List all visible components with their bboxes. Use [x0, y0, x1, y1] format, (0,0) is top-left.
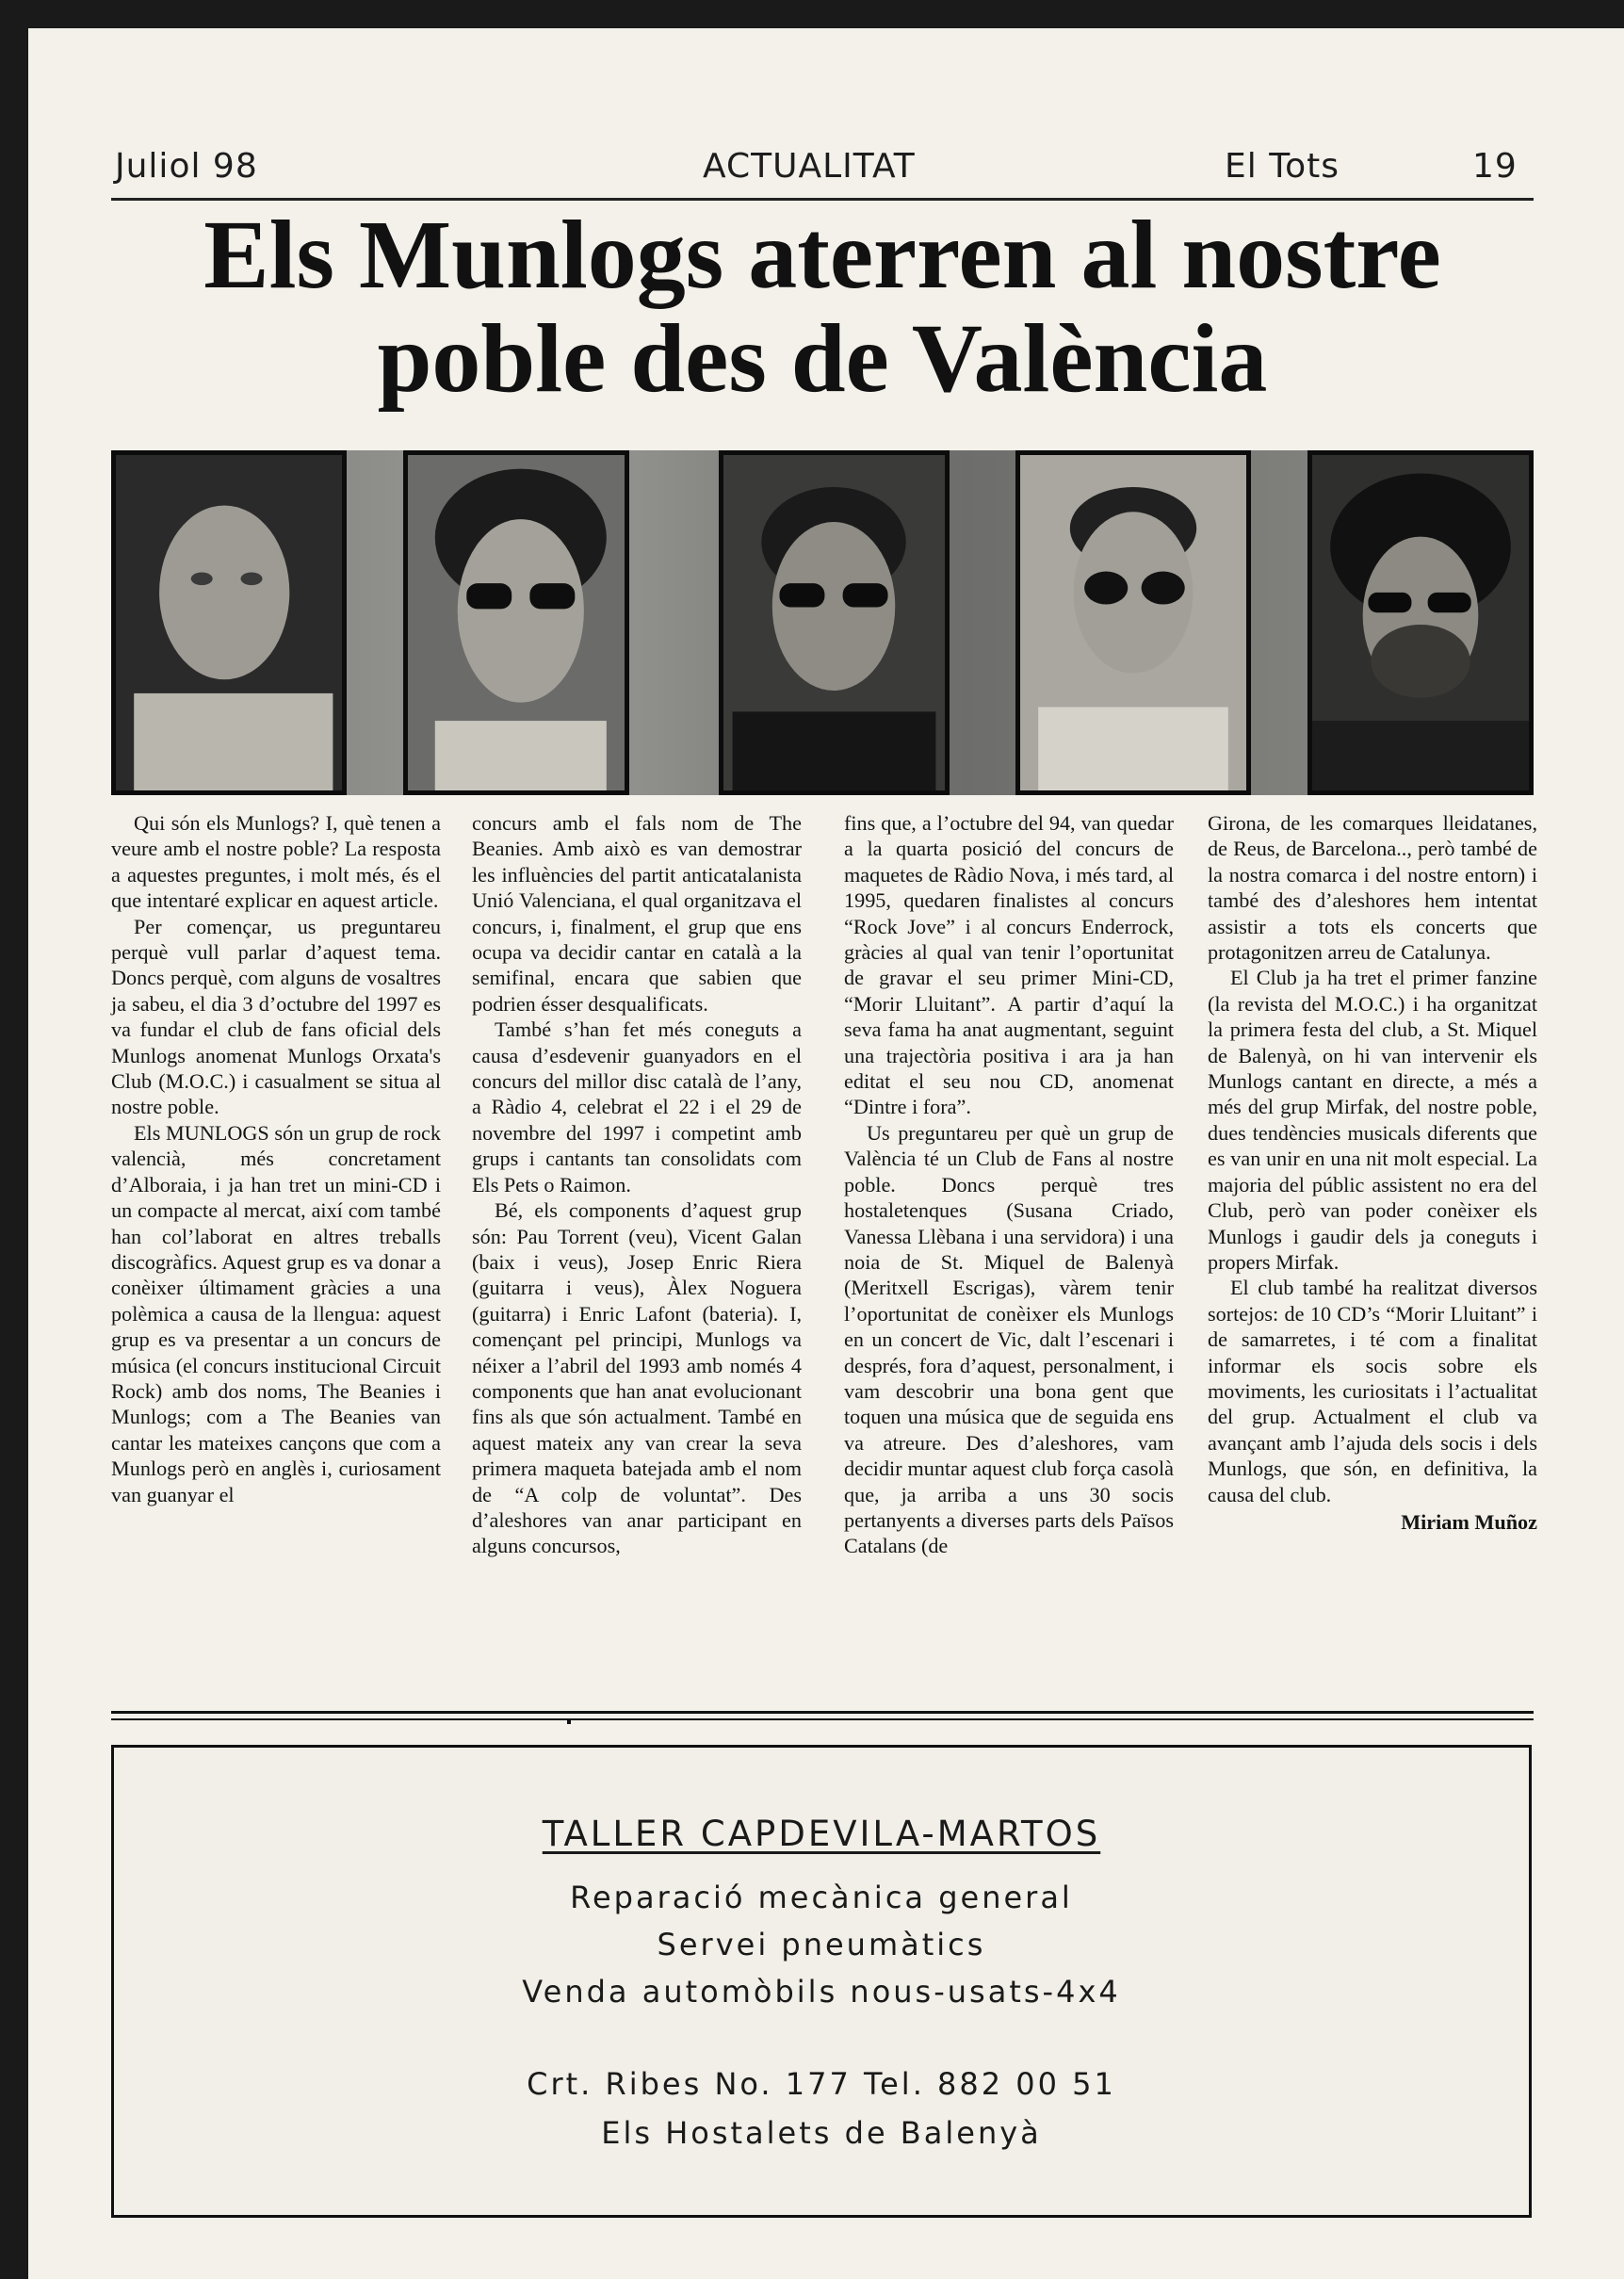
paragraph: concurs amb el fals nom de The Beanies. Amb això es van demostrar les influències del partit anticatalanista Unió Valenciana, el qual organitzava el concurs, i, finalment, el grup que ens ocupa va decidir cantar en català a la semifinal, encara que sabien que podrien ésser desqualificats. [472, 811, 802, 1016]
ad-service-line: Reparació mecànica general [570, 1880, 1073, 1915]
paragraph: Us preguntareu per què un grup de València té un Club de Fans al nostre poble. Doncs perquè tres hostaletenques (Susana Criado, Vanessa Llèbana i una servidora) i una noia de St. Miquel de Balenyà (Meritxell Escrigas), vàrem tenir l’oportunitat de conèixer els Munlogs en un concert de Vic, dalt l’escenari i després, fora d’aquest, personalment, i vam descobrir una bona gent que toquen una música que de seguida ens va atreure. Des d’aleshores, vam decidir muntar aquest club força casolà que, ja arriba a uns 30 socis pertanyents a diverses parts dels Països Catalans (de [844, 1120, 1174, 1558]
band-member-photo [403, 450, 629, 795]
band-member-photo [1307, 450, 1534, 795]
portrait-image [1312, 455, 1529, 790]
article-column-2 [472, 810, 802, 1559]
ad-service-line: Venda automòbils nous-usats-4x4 [522, 1974, 1121, 2010]
article-column-3 [844, 810, 1174, 1559]
advertisement-box [111, 1745, 1532, 2218]
paragraph: Bé, els components d’aquest grup són: Pau Torrent (veu), Vicent Galan (baix i veus), Josep Enric Riera (guitarra i veus), Àlex Noguera (guitarra) i Enric Lafont (bateria). I, començant pel principi, Munlogs va néixer a l’abril del 1993 amb només 4 components que han anat evolucionant fins als que són actualment. També en aquest mateix any van crear la seva primera maqueta batejada amb el nom de “A colp de voluntat”. Des d’aleshores van anar participant en alguns concursos, [472, 1198, 802, 1558]
divider-mark [567, 1720, 571, 1724]
page-number: 19 [1472, 147, 1518, 186]
section-name: ACTUALITAT [703, 147, 916, 186]
headline-line-2: poble des de València [377, 304, 1268, 413]
band-member-photo [111, 450, 347, 795]
paragraph: Girona, de les comarques lleidatanes, de Reus, de Barcelona.., però també de la nostra comarca i del nostre entorn) i també des d’aleshores hem intentat assistir a tots els concerts que protagonitzen arreu de Catalunya. [1208, 811, 1537, 965]
paragraph: El Club ja ha tret el primer fanzine (la revista del M.O.C.) i ha organitzat la primera festa del club, a St. Miquel de Balenyà, on hi van intervenir els Munlogs cantant en directe, a més a més del grup Mirfak, del nostre poble, dues tendències musicals diferents que es van unir en una nit molt especial. La majoria del públic assistent no era del Club, però van poder conèixer els Munlogs i gaudir dels ja coneguts i propers Mirfak. [1208, 966, 1537, 1274]
author-byline: Miriam Muñoz [1401, 1509, 1537, 1534]
running-header [28, 121, 1624, 196]
paragraph: El club també ha realitzat diversos sortejos: de 10 CD’s “Morir Lluitant” i de samarretes, i té com a finalitat informar els socis sobre els moviments, les curiositats i l’actualitat del grup. Actualment el club va avançant amb l’ajuda dels socis i dels Munlogs, que són, en definitiva, la causa del club. [1208, 1276, 1537, 1506]
portrait-image [408, 455, 625, 790]
publication-name: El Tots [1225, 147, 1340, 186]
ad-address-line: Crt. Ribes No. 177 Tel. 882 00 51 [527, 2066, 1116, 2102]
band-member-photo [1015, 450, 1251, 795]
article-column-4 [1208, 810, 1537, 1535]
band-member-photo [719, 450, 950, 795]
portrait-image [723, 455, 945, 790]
paragraph: Per començar, us preguntareu perquè vull parlar d’aquest tema. Doncs perquè, com alguns de vosaltres ja sabeu, el dia 3 d’octubre del 1997 es va fundar el club de fans oficial dels Munlogs anomenat Munlogs Orxata's Club (M.O.C.) i casualment se situa al nostre poble. [111, 914, 441, 1119]
section-divider [111, 1711, 1534, 1714]
article-headline [111, 203, 1534, 411]
band-photo-strip [111, 450, 1534, 795]
portrait-image [116, 455, 342, 790]
ad-town-line: Els Hostalets de Balenyà [601, 2115, 1042, 2151]
headline-line-1: Els Munlogs aterren al nostre [203, 201, 1441, 309]
section-divider [111, 1718, 1534, 1720]
issue-date: Juliol 98 [115, 147, 258, 186]
ad-title: TALLER CAPDEVILA-MARTOS [542, 1814, 1101, 1854]
paragraph: Qui són els Munlogs? I, què tenen a veure amb el nostre poble? La resposta a aquestes preguntes, i molt més, és el que intentaré explicar en aquest article. [111, 811, 441, 913]
paragraph: fins que, a l’octubre del 94, van quedar a la quarta posició del concurs de maquetes de Ràdio Nova, i més tard, al 1995, quedaren finalistes al concurs “Rock Jove” i al concurs Enderrock, gràcies al qual van tenir l’oportunitat de gravar el seu primer Mini-CD, “Morir Lluitant”. A partir d’aquí la seva fama ha anat augmentant, seguint una trajectòria positiva i ara ja han editat el seu nou CD, anomenat “Dintre i fora”. [844, 811, 1174, 1119]
article-column-1 [111, 810, 441, 1507]
paragraph: També s’han fet més coneguts a causa d’esdevenir guanyadors en el concurs del millor disc català de l’any, a Ràdio 4, celebrat el 22 i el 29 de novembre del 1997 i competint amb grups i cantants tan consolidats com Els Pets o Raimon. [472, 1017, 802, 1196]
ad-service-line: Servei pneumàtics [657, 1927, 986, 1962]
portrait-image [1020, 455, 1246, 790]
paragraph: Els MUNLOGS són un grup de rock valencià, més concretament d’Alboraia, i ja han tret un mini-CD i un compacte al mercat, així com també han col’laborat en altres treballs discogràfics. Aquest grup es va donar a conèixer últimament gràcies a una polèmica a causa de la llengua: aquest grup es va presentar a un concurs de música (el concurs institucional Circuit Rock) amb dos noms, The Beanies i Munlogs; com a The Beanies van cantar les mateixes cançons que com a Munlogs però en anglès i, curiosament van guanyar el [111, 1120, 441, 1506]
newspaper-page [28, 28, 1624, 2279]
